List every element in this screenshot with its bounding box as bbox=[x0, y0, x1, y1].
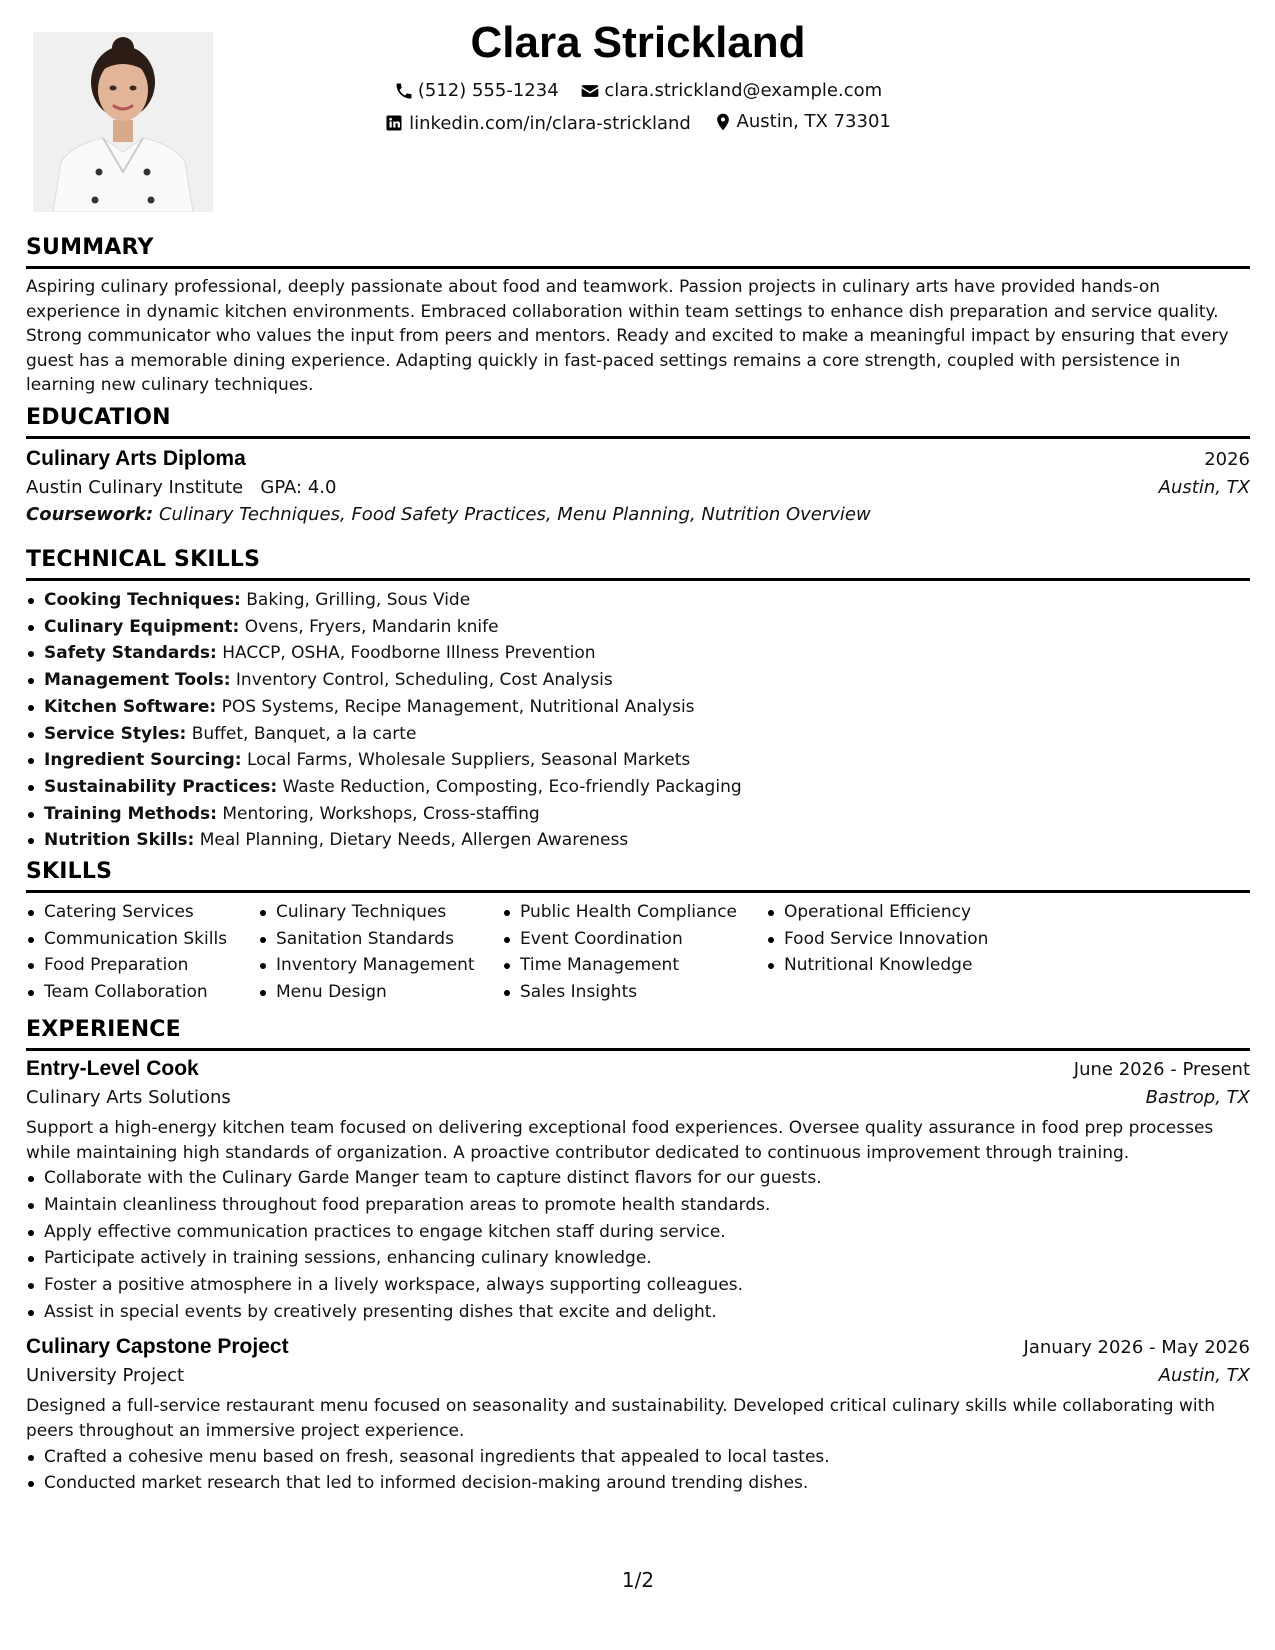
skill-value: Meal Planning, Dietary Needs, Allergen Awareness bbox=[199, 830, 629, 851]
resume-page bbox=[26, 0, 1250, 1650]
list-item: Communication Skills bbox=[44, 926, 258, 953]
experience-entry bbox=[26, 1335, 1250, 1497]
location-item bbox=[713, 111, 891, 132]
linkedin-item[interactable] bbox=[385, 113, 691, 134]
list-item bbox=[44, 801, 1250, 828]
degree-title: Culinary Arts Diploma bbox=[26, 447, 246, 470]
map-pin-icon bbox=[713, 112, 733, 132]
list-item: Food Service Innovation bbox=[784, 926, 1084, 953]
skill-value: Mentoring, Workshops, Cross-staffing bbox=[222, 803, 540, 824]
job-description: Support a high-energy kitchen team focused on delivering exceptional food experiences. Oversee quality assurance in food prep processes while maintaining high standards of organization. A proactive contributor dedicated to continuous improvement through training. bbox=[26, 1118, 1214, 1163]
skill-value: Ovens, Fryers, Mandarin knife bbox=[244, 616, 499, 637]
job-location: Austin, TX bbox=[1158, 1365, 1250, 1387]
list-item: Participate actively in training sessions, enhancing culinary knowledge. bbox=[44, 1245, 1250, 1272]
section-divider bbox=[26, 890, 1250, 893]
list-item: Team Collaboration bbox=[44, 979, 258, 1006]
list-item bbox=[44, 774, 1250, 801]
list-item bbox=[44, 827, 1250, 854]
skill-label: Kitchen Software: bbox=[44, 696, 217, 717]
email-item[interactable] bbox=[580, 80, 882, 101]
section-divider bbox=[26, 266, 1250, 269]
technical-skills-section bbox=[26, 546, 1250, 854]
summary-section bbox=[26, 234, 1250, 398]
skill-label: Nutrition Skills: bbox=[44, 830, 195, 851]
list-item: Crafted a cohesive menu based on fresh, seasonal ingredients that appealed to local tastes. bbox=[44, 1444, 1250, 1471]
list-item bbox=[44, 587, 1250, 614]
skill-value: Waste Reduction, Composting, Eco-friendly Packaging bbox=[282, 776, 742, 797]
experience-entry bbox=[26, 1057, 1250, 1325]
list-item bbox=[44, 721, 1250, 748]
list-item: Nutritional Knowledge bbox=[784, 952, 1084, 979]
job-location: Bastrop, TX bbox=[1145, 1087, 1250, 1108]
list-item: Collaborate with the Culinary Garde Manger team to capture distinct flavors for our guests. bbox=[44, 1165, 1250, 1192]
skills-column bbox=[26, 899, 258, 1006]
job-title: Entry-Level Cook bbox=[26, 1057, 199, 1080]
phone-icon bbox=[394, 81, 414, 101]
list-item bbox=[44, 667, 1250, 694]
job-bullets bbox=[26, 1444, 1250, 1497]
skill-label: Safety Standards: bbox=[44, 643, 217, 664]
school-location: Austin, TX bbox=[1158, 477, 1250, 498]
section-title-experience: EXPERIENCE bbox=[26, 1017, 181, 1042]
contact-row-primary bbox=[26, 80, 1250, 106]
employer-name: University Project bbox=[26, 1365, 185, 1387]
skills-section bbox=[26, 858, 1250, 1006]
phone-text: (512) 555-1234 bbox=[417, 80, 559, 101]
skills-grid bbox=[26, 899, 1250, 1006]
list-item: Public Health Compliance bbox=[520, 899, 766, 926]
section-title-summary: SUMMARY bbox=[26, 235, 154, 260]
summary-text: Aspiring culinary professional, deeply passionate about food and teamwork. Passion projects in culinary arts have provided hands-on experience in dynamic kitchen environments. Embraced collaboration within team settings to enhance dish preparation and service quality. Strong communicator who values the input from peers and mentors. Ready and excited to make a meaningful impact by ensuring that every guest has a memorable dining experience. Adapting quickly in fast-paced settings remains a core strength, coupled with persistence in learning new culinary techniques. bbox=[26, 277, 1229, 396]
list-item: Catering Services bbox=[44, 899, 258, 926]
coursework-line bbox=[26, 504, 1250, 525]
coursework-label: Coursework: bbox=[26, 504, 154, 525]
job-bullets bbox=[26, 1165, 1250, 1325]
list-item: Conducted market research that led to informed decision-making around trending dishes. bbox=[44, 1470, 1250, 1497]
skills-column bbox=[502, 899, 766, 1006]
linkedin-link[interactable]: linkedin.com/in/clara-strickland bbox=[409, 113, 691, 134]
list-item bbox=[44, 694, 1250, 721]
education-section bbox=[26, 404, 1250, 525]
location-text: Austin, TX 73301 bbox=[736, 111, 891, 132]
skill-label: Management Tools: bbox=[44, 670, 231, 691]
phone-item bbox=[394, 80, 559, 101]
contact-row-secondary bbox=[26, 111, 1250, 137]
linkedin-icon bbox=[385, 114, 405, 134]
skill-label: Culinary Equipment: bbox=[44, 616, 240, 637]
skills-column bbox=[258, 899, 502, 1006]
section-title-education: EDUCATION bbox=[26, 405, 171, 430]
employer-name: Culinary Arts Solutions bbox=[26, 1087, 231, 1108]
list-item: Sanitation Standards bbox=[276, 926, 502, 953]
skill-value: Baking, Grilling, Sous Vide bbox=[246, 590, 471, 610]
skill-value: HACCP, OSHA, Foodborne Illness Prevention bbox=[222, 643, 596, 664]
gpa: GPA: 4.0 bbox=[260, 477, 337, 498]
skill-label: Training Methods: bbox=[44, 803, 217, 824]
experience-section bbox=[26, 1016, 1250, 1497]
list-item: Event Coordination bbox=[520, 926, 766, 953]
coursework-text: Culinary Techniques, Food Safety Practices, Menu Planning, Nutrition Overview bbox=[158, 504, 871, 525]
skill-label: Ingredient Sourcing: bbox=[44, 750, 242, 771]
skill-value: Inventory Control, Scheduling, Cost Analysis bbox=[235, 670, 613, 691]
list-item: Culinary Techniques bbox=[276, 899, 502, 926]
list-item: Operational Efficiency bbox=[784, 899, 1084, 926]
envelope-icon bbox=[580, 81, 600, 101]
school-info bbox=[26, 477, 336, 498]
list-item: Sales Insights bbox=[520, 979, 766, 1006]
list-item: Inventory Management bbox=[276, 952, 502, 979]
section-divider bbox=[26, 436, 1250, 439]
list-item: Time Management bbox=[520, 952, 766, 979]
list-item: Menu Design bbox=[276, 979, 502, 1006]
job-title: Culinary Capstone Project bbox=[26, 1335, 289, 1359]
list-item: Apply effective communication practices to engage kitchen staff during service. bbox=[44, 1219, 1250, 1246]
section-divider bbox=[26, 1048, 1250, 1051]
job-description: Designed a full-service restaurant menu focused on seasonality and sustainability. Developed critical culinary skills while collaborating with peers throughout an immersive project experience. bbox=[26, 1396, 1216, 1441]
job-dates: January 2026 - May 2026 bbox=[1023, 1337, 1250, 1359]
skill-label: Service Styles: bbox=[44, 723, 187, 744]
page-number: 1/2 bbox=[621, 1568, 655, 1592]
candidate-name: Clara Strickland bbox=[470, 18, 806, 67]
list-item: Maintain cleanliness throughout food preparation areas to promote health standards. bbox=[44, 1192, 1250, 1219]
list-item bbox=[44, 640, 1250, 667]
list-item: Assist in special events by creatively presenting dishes that excite and delight. bbox=[44, 1299, 1250, 1326]
skills-column bbox=[766, 899, 1084, 1006]
list-item: Food Preparation bbox=[44, 952, 258, 979]
email-link[interactable]: clara.strickland@example.com bbox=[604, 80, 883, 101]
section-title-skills: SKILLS bbox=[26, 859, 113, 884]
skill-value: Buffet, Banquet, a la carte bbox=[191, 723, 417, 744]
skill-value: POS Systems, Recipe Management, Nutritional Analysis bbox=[221, 696, 695, 717]
skill-label: Sustainability Practices: bbox=[44, 776, 278, 797]
section-divider bbox=[26, 578, 1250, 581]
technical-skills-list bbox=[26, 587, 1250, 854]
list-item bbox=[44, 747, 1250, 774]
graduation-year: 2026 bbox=[1204, 449, 1250, 470]
job-dates: June 2026 - Present bbox=[1073, 1059, 1250, 1080]
skill-label: Cooking Techniques: bbox=[44, 590, 241, 610]
skill-value: Local Farms, Wholesale Suppliers, Seasonal Markets bbox=[246, 750, 691, 771]
list-item: Foster a positive atmosphere in a lively workspace, always supporting colleagues. bbox=[44, 1272, 1250, 1299]
list-item bbox=[44, 614, 1250, 641]
school-name: Austin Culinary Institute bbox=[26, 477, 244, 498]
section-title-technical-skills: TECHNICAL SKILLS bbox=[26, 547, 261, 572]
